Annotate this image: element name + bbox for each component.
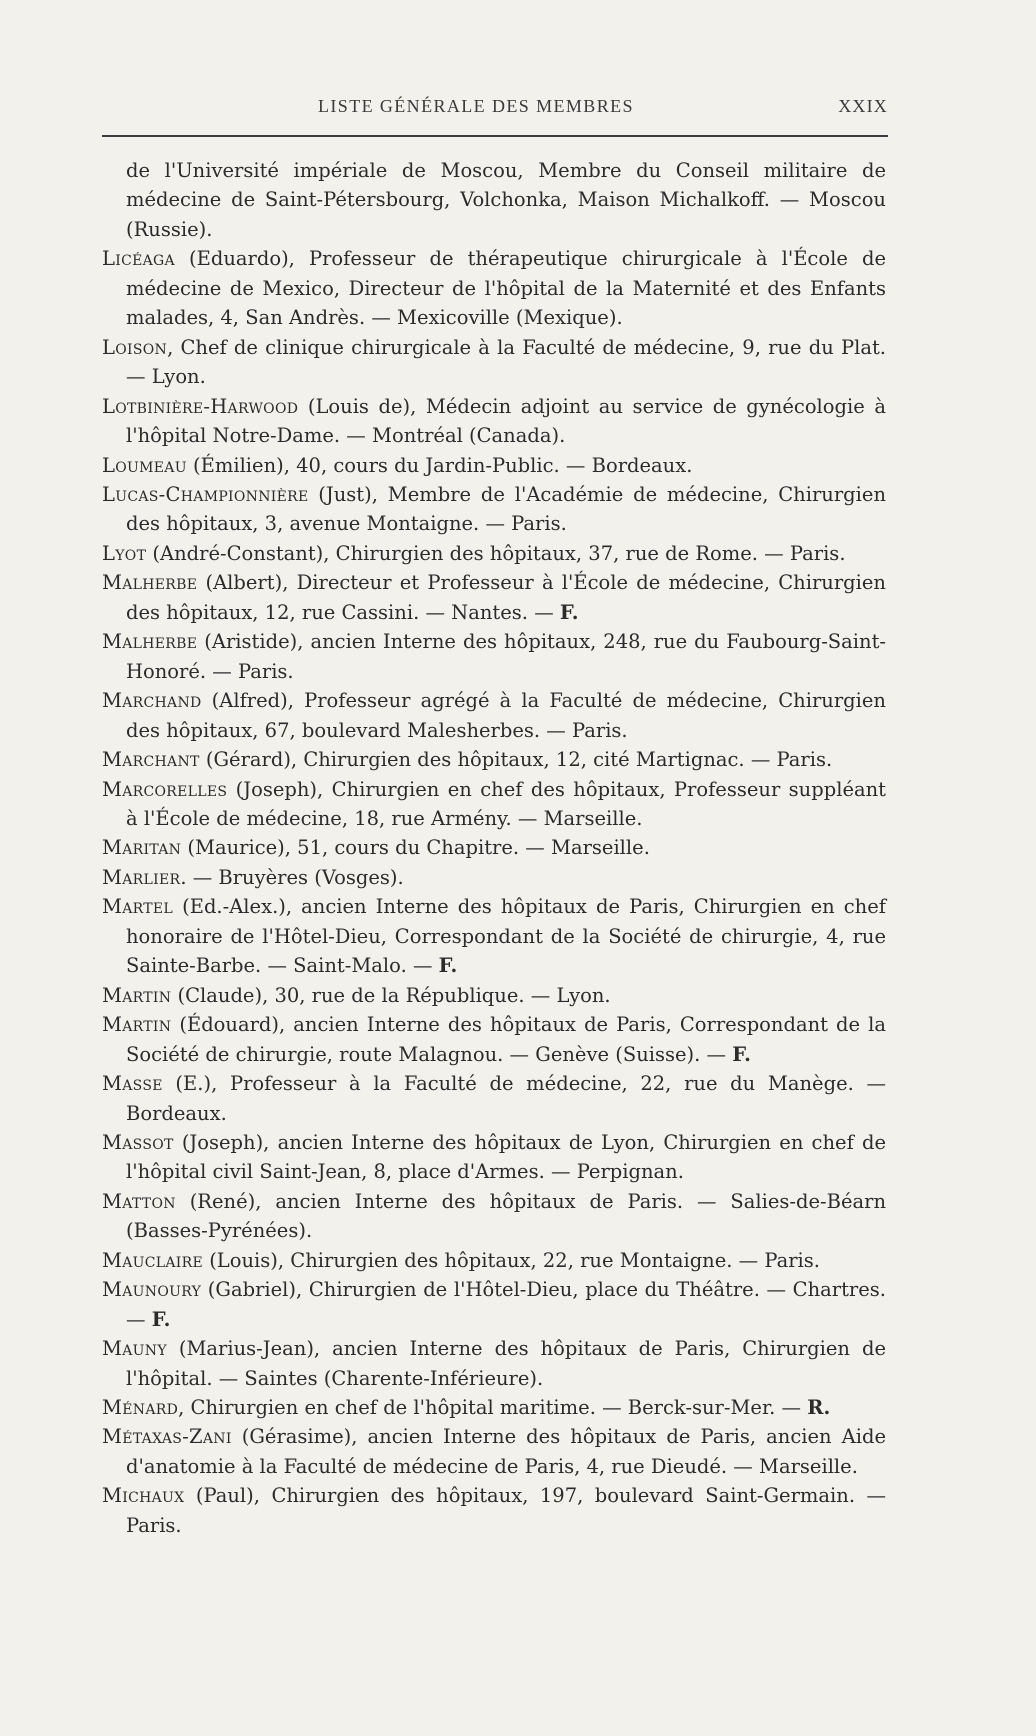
member-name: Mauny: [102, 1337, 167, 1361]
member-entry: [102, 539, 886, 568]
member-name: Métaxas-Zani: [102, 1425, 232, 1449]
member-details: (Eduardo), Professeur de thérapeutique chirurgicale à l'École de médecine de Mexico, Directeur de l'hôpital de la Maternité et des Enfants malades, 4, San Andrès. — Mexicoville (Mexique).: [126, 247, 886, 330]
member-name: Massot: [102, 1130, 174, 1154]
member-name: Licéaga: [102, 247, 175, 271]
member-details: , Chirurgien en chef de l'hôpital maritime. — Berck-sur-Mer. —: [178, 1396, 808, 1420]
member-details: (Émilien), 40, cours du Jardin-Public. — Bordeaux.: [186, 453, 693, 477]
member-name: Malherbe: [102, 630, 198, 654]
member-details: (E.), Professeur à la Faculté de médecine, 22, rue du Manège. — Bordeaux.: [126, 1072, 886, 1125]
member-entry: [102, 1393, 886, 1422]
member-tag: F.: [151, 1307, 171, 1331]
member-name: Maunoury: [102, 1278, 202, 1302]
member-details: , Chef de clinique chirurgicale à la Faculté de médecine, 9, rue du Plat. — Lyon.: [126, 335, 886, 389]
member-entry: [102, 1481, 886, 1540]
member-name: Martel: [102, 895, 174, 919]
member-entry: [102, 1069, 886, 1128]
member-name: Michaux: [102, 1484, 185, 1508]
member-entry: [102, 745, 886, 774]
member-tag: F.: [559, 600, 579, 624]
member-details: (Ed.-Alex.), ancien Interne des hôpitaux de Paris, Chirurgien en chef honoraire de l'Hôtel-Dieu, Correspondant de la Société de chirurgie, 4, rue Sainte-Barbe. — Saint-Malo. —: [126, 895, 886, 978]
member-entry: [102, 1275, 886, 1334]
member-name: Marlier: [102, 865, 181, 889]
member-name: Lotbinière-Harwood: [102, 394, 299, 418]
member-name: Malherbe: [102, 571, 198, 595]
member-name: Lyot: [102, 541, 147, 565]
member-details: (Louis de), Médecin adjoint au service de gynécologie à l'hôpital Notre-Dame. — Montréal (Canada).: [126, 394, 886, 448]
member-details: (Paul), Chirurgien des hôpitaux, 197, boulevard Saint-Germain. — Paris.: [126, 1484, 886, 1537]
member-entry: [102, 244, 886, 332]
member-name: Marcorelles: [102, 777, 228, 801]
member-name: Loumeau: [102, 453, 187, 477]
member-list: [102, 156, 886, 1540]
member-name: Martin: [102, 1013, 172, 1037]
member-entry: [102, 1422, 886, 1481]
member-details: (Joseph), Chirurgien en chef des hôpitaux, Professeur suppléant à l'École de médecine, 18, rue Armény. — Marseille.: [126, 777, 886, 830]
member-entry: [102, 686, 886, 745]
member-details: (Gérasime), ancien Interne des hôpitaux de Paris, ancien Aide d'anatomie à la Faculté de médecine de Paris, 4, rue Dieudé. — Marseille.: [126, 1425, 886, 1478]
member-tag: F.: [438, 954, 458, 978]
member-details: . — Bruyères (Vosges).: [180, 865, 404, 889]
member-details: (Louis), Chirurgien des hôpitaux, 22, rue Montaigne. — Paris.: [203, 1248, 821, 1272]
member-entry: [102, 1010, 886, 1069]
member-tag: F.: [732, 1042, 751, 1066]
running-head: LISTE GÉNÉRALE DES MEMBRES: [318, 96, 634, 116]
member-details: (Joseph), ancien Interne des hôpitaux de Lyon, Chirurgien en chef de l'hôpital civil Saint-Jean, 8, place d'Armes. — Perpignan.: [126, 1130, 886, 1184]
member-details: (Alfred), Professeur agrégé à la Faculté de médecine, Chirurgien des hôpitaux, 67, boulevard Malesherbes. — Paris.: [126, 689, 886, 742]
member-name: Masse: [102, 1072, 163, 1096]
member-entry: [102, 1334, 886, 1393]
member-name: Martin: [102, 983, 172, 1007]
member-name: Lucas-Championnière: [102, 482, 309, 506]
member-details: (Marius-Jean), ancien Interne des hôpitaux de Paris, Chirurgien de l'hôpital. — Saintes (Charente-Inférieure).: [126, 1337, 886, 1390]
member-name: Maritan: [102, 836, 182, 860]
member-details: (Just), Membre de l'Académie de médecine, Chirurgien des hôpitaux, 3, avenue Montaigne. — Paris.: [126, 482, 886, 536]
page-number: XXIX: [838, 96, 888, 116]
member-entry: [102, 333, 886, 392]
header-rule: [102, 135, 888, 137]
member-entry: [102, 156, 886, 244]
member-details: (Gérard), Chirurgien des hôpitaux, 12, cité Martignac. — Paris.: [199, 748, 833, 772]
member-tag: R.: [807, 1396, 831, 1420]
member-entry: [102, 892, 886, 980]
member-details: (Édouard), ancien Interne des hôpitaux de Paris, Correspondant de la Société de chirurgie, route Malagnou. — Genève (Suisse). —: [126, 1013, 886, 1066]
member-details: (André-Constant), Chirurgien des hôpitaux, 37, rue de Rome. — Paris.: [146, 541, 846, 565]
member-entry: [102, 480, 886, 539]
member-entry: [102, 833, 886, 862]
member-name: Ménard: [102, 1396, 179, 1420]
member-entry: [102, 981, 886, 1010]
member-entry: [102, 1128, 886, 1187]
member-entry: [102, 1246, 886, 1275]
member-details: (René), ancien Interne des hôpitaux de Paris. — Salies-de-Béarn (Basses-Pyrénées).: [126, 1189, 886, 1243]
member-entry: [102, 627, 886, 686]
member-name: Marchand: [102, 689, 202, 713]
member-details: (Gabriel), Chirurgien de l'Hôtel-Dieu, place du Théâtre. — Chartres. —: [126, 1278, 886, 1331]
member-name: Loison: [102, 335, 168, 359]
member-details: (Claude), 30, rue de la République. — Lyon.: [171, 983, 611, 1007]
member-name: Matton: [102, 1189, 176, 1213]
member-details: (Aristide), ancien Interne des hôpitaux, 248, rue du Faubourg-Saint-Honoré. — Paris.: [126, 630, 886, 683]
member-entry: [102, 863, 886, 892]
member-entry: [102, 451, 886, 480]
member-details: (Albert), Directeur et Professeur à l'École de médecine, Chirurgien des hôpitaux, 12, rue Cassini. — Nantes. —: [126, 571, 886, 624]
member-name: Mauclaire: [102, 1248, 203, 1272]
member-entry: [102, 392, 886, 451]
member-entry: [102, 1187, 886, 1246]
member-entry: [102, 775, 886, 834]
member-details: de l'Université impériale de Moscou, Membre du Conseil militaire de médecine de Saint-Pétersbourg, Volchonka, Maison Michalkoff. — Moscou (Russie).: [126, 159, 886, 241]
member-name: Marchant: [102, 748, 200, 772]
member-details: (Maurice), 51, cours du Chapitre. — Marseille.: [181, 836, 650, 860]
page-header: [102, 96, 888, 120]
member-entry: [102, 568, 886, 627]
